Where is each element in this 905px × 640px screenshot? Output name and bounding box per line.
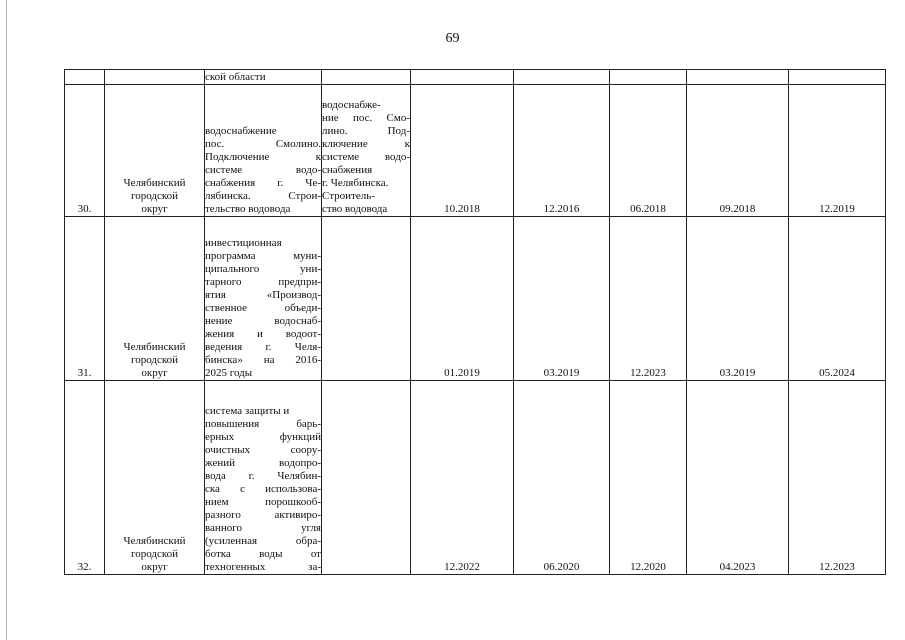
city-line: Челябинский — [123, 341, 186, 353]
desc-line: пос. Смолино. — [205, 138, 321, 150]
date-cell: 01.2019 — [411, 217, 514, 381]
desc2-cell — [322, 85, 411, 217]
desc-line: лябинска. Строи- — [205, 190, 321, 202]
date-cell: 12.2016 — [514, 85, 610, 217]
city-line: округ — [141, 561, 168, 573]
desc-line: ведения г. Челя- — [205, 341, 321, 353]
date-cell: 12.2023 — [610, 217, 687, 381]
city-cell — [105, 85, 205, 217]
row-number: 30. — [65, 85, 105, 217]
date-cell — [789, 70, 886, 85]
desc-line: тельство водовода — [205, 203, 291, 215]
desc-line: вода г. Челябин- — [205, 470, 321, 482]
desc-line: ванного угля — [205, 522, 321, 534]
desc-line: жений водопро- — [205, 457, 321, 469]
desc2-cell — [322, 217, 411, 381]
row-number: 32. — [65, 381, 105, 575]
table-row — [65, 217, 886, 381]
date-cell: 12.2022 — [411, 381, 514, 575]
date-cell: 05.2024 — [789, 217, 886, 381]
desc-line: ственное объеди- — [205, 302, 321, 314]
date-cell: 03.2019 — [514, 217, 610, 381]
desc-line: ятия «Производ- — [205, 289, 321, 301]
desc-line: инвестиционная — [205, 237, 282, 249]
desc-line: программа муни- — [205, 250, 321, 262]
desc2-line: ство водовода — [322, 203, 388, 215]
continuation-row — [65, 70, 886, 85]
desc2-cell — [322, 70, 411, 85]
desc2-cell — [322, 381, 411, 575]
city-line: Челябинский — [123, 177, 186, 189]
city-line: городской — [130, 548, 179, 560]
desc2-line: Строитель- — [322, 190, 375, 202]
page-number: 69 — [445, 31, 460, 46]
desc-cell — [205, 85, 322, 217]
table-row — [65, 85, 886, 217]
desc-line: ципального уни- — [205, 263, 321, 275]
desc2-line: водоснабже- — [322, 99, 381, 111]
city-line: городской — [130, 354, 179, 366]
data-table — [64, 69, 886, 575]
date-cell: 09.2018 — [687, 85, 789, 217]
desc-cell — [205, 70, 322, 85]
date-cell: 12.2023 — [789, 381, 886, 575]
city-cell — [105, 381, 205, 575]
city-line: городской — [130, 190, 179, 202]
desc2-line: лино. Под- — [322, 125, 410, 137]
desc-line: система защиты и — [205, 405, 290, 417]
desc2-line: системе водо- — [322, 151, 410, 163]
desc-line: очистных соору- — [205, 444, 321, 456]
desc-line: ерных функций — [205, 431, 321, 443]
date-cell: 06.2020 — [514, 381, 610, 575]
desc-line: ской области — [205, 71, 266, 83]
date-cell: 10.2018 — [411, 85, 514, 217]
desc-line: техногенных за- — [205, 561, 321, 573]
row-number: 31. — [65, 217, 105, 381]
desc2-line: г. Челябинска. — [322, 177, 389, 189]
desc-line: нием порошкооб- — [205, 496, 321, 508]
city-line: округ — [141, 203, 168, 215]
date-cell — [687, 70, 789, 85]
desc-line: нение водоснаб- — [205, 315, 321, 327]
desc-line: системе водо- — [205, 164, 321, 176]
city-line: Челябинский — [123, 535, 186, 547]
desc-cell — [205, 217, 322, 381]
desc-line: 2025 годы — [205, 367, 253, 379]
desc-line: снабжения г. Че- — [205, 177, 321, 189]
desc-cell — [205, 381, 322, 575]
desc-line: жения и водоот- — [205, 328, 321, 340]
city-cell — [105, 70, 205, 85]
table-row — [65, 381, 886, 575]
desc-line: (усиленная обра- — [205, 535, 321, 547]
city-cell — [105, 217, 205, 381]
desc-line: разного активиро- — [205, 509, 321, 521]
date-cell: 03.2019 — [687, 217, 789, 381]
desc-line: Подключение к — [205, 151, 321, 163]
date-cell: 12.2020 — [610, 381, 687, 575]
scan-edge-line — [6, 0, 7, 640]
city-line: округ — [141, 367, 168, 379]
desc-line: водоснабжение — [205, 125, 277, 137]
num-cell — [65, 70, 105, 85]
date-cell: 04.2023 — [687, 381, 789, 575]
date-cell: 06.2018 — [610, 85, 687, 217]
desc-line: повышения барь- — [205, 418, 321, 430]
desc2-line: ключение к — [322, 138, 410, 150]
desc2-line: ние пос. Смо- — [322, 112, 410, 124]
date-cell — [514, 70, 610, 85]
desc2-line: снабжения — [322, 164, 373, 176]
desc-line: тарного предпри- — [205, 276, 321, 288]
desc-line: бинска» на 2016- — [205, 354, 321, 366]
date-cell — [610, 70, 687, 85]
date-cell — [411, 70, 514, 85]
desc-line: ботка воды от — [205, 548, 321, 560]
desc-line: ска с использова- — [205, 483, 321, 495]
date-cell: 12.2019 — [789, 85, 886, 217]
